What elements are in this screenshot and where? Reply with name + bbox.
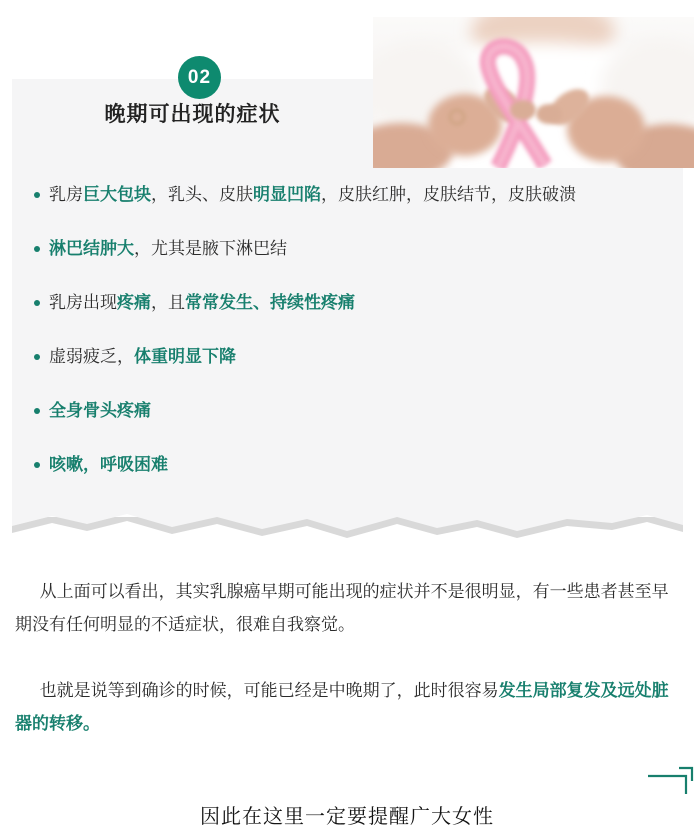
plain-text: 也就是说等到确诊的时候，可能已经是中晚期了，此时很容易 — [39, 681, 499, 700]
plain-text: ，乳头、皮肤 — [151, 185, 253, 204]
emphasis-text: 明显凹陷 — [253, 185, 321, 204]
symptom-item — [34, 292, 674, 314]
plain-text: 虚弱疲乏， — [49, 347, 134, 366]
symptom-item — [34, 346, 674, 368]
plain-text: ，且 — [151, 293, 185, 312]
emphasis-text: 咳嗽，呼吸困难 — [49, 455, 168, 474]
emphasis-text: 常常发生、持续性疼痛 — [185, 293, 355, 312]
torn-paper-edge-icon — [12, 510, 683, 552]
symptom-item — [34, 238, 674, 260]
section-number-badge: 02 — [178, 56, 221, 99]
plain-text: ，皮肤红肿，皮肤结节，皮肤破溃 — [321, 185, 576, 204]
plain-text: 乳房出现 — [49, 293, 117, 312]
symptom-item — [34, 184, 674, 206]
emphasis-text: 疼痛 — [117, 293, 151, 312]
emphasis-text: 巨大包块 — [83, 185, 151, 204]
plain-text: 从上面可以看出，其实乳腺癌早期可能出现的症状并不是很明显，有一些患者甚至早期没有任何明显的不适症状，很难自我察觉。 — [15, 582, 669, 634]
emphasis-text: 淋巴结肿大 — [49, 239, 134, 258]
symptom-list — [34, 184, 674, 508]
symptom-item — [34, 454, 674, 476]
plain-text: 乳房 — [49, 185, 83, 204]
quote-corner-icon — [646, 766, 694, 796]
emphasis-text: 发生局部复发及远处脏器的转移。 — [15, 681, 669, 733]
section-title: 晚期可出现的症状 — [104, 103, 281, 126]
symptom-item — [34, 400, 674, 422]
closing-line: 因此在这里一定要提醒广大女性 — [200, 806, 494, 828]
emphasis-text: 体重明显下降 — [134, 347, 236, 366]
emphasis-text: 全身骨头疼痛 — [49, 401, 151, 420]
body-paragraph-2 — [15, 674, 680, 740]
body-paragraph-1 — [15, 575, 680, 641]
plain-text: ，尤其是腋下淋巴结 — [134, 239, 287, 258]
pink-ribbon-photo — [373, 17, 694, 168]
